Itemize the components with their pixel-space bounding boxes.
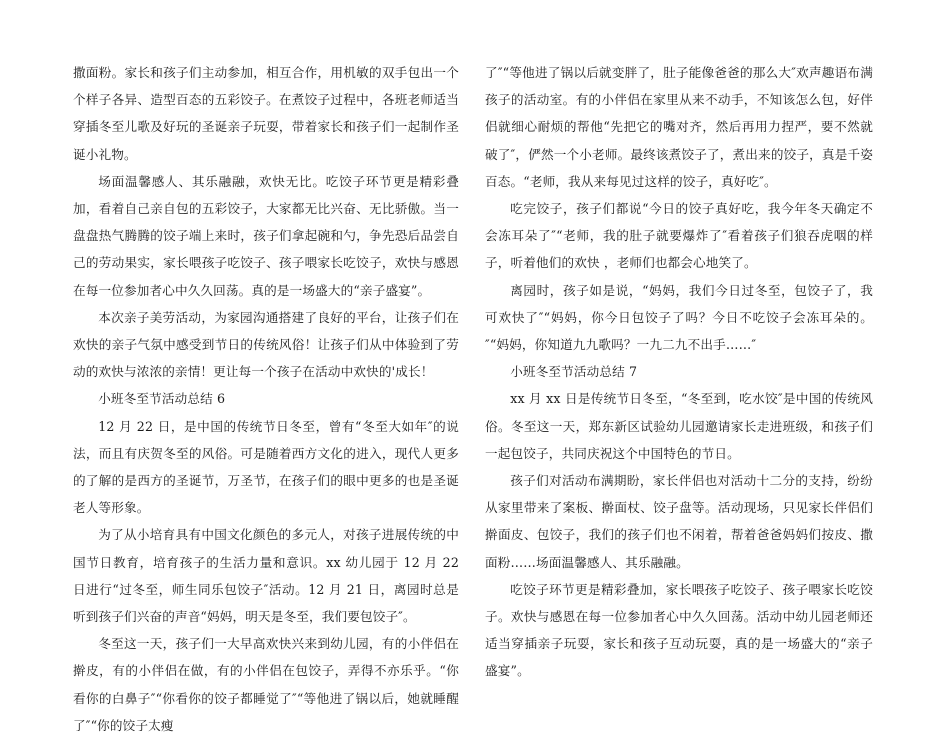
left-column [73,59,459,739]
paragraph: 场面温馨感人、其乐融融，欢快无比。吃饺子环节更是精彩叠加，看着自己亲自包的五彩饺子，大家都无比兴奋、无比骄傲。当一盘盘热气腾腾的饺子端上来时，孩子们拿起碗和勺，争先恐后品尝自己的劳动果实，家长喂孩子吃饺子、孩子喂家长吃饺子，欢快与感恩在每一位参加者心中久久回荡。真的是一场盛大的“亲子盛宴”。 [73,173,459,298]
paragraph-continued: 了″“等他进了锅以后就变胖了，肚子能像爸爸的那么大″欢声趣语布满孩子的活动室。有的小伴侣在家里从来不动手，不知该怎么包，好伴侣就细心耐烦的帮他“先把它的嘴对齐，然后再用力捏严，要不然就破了″，俨然一个小老师。最终该煮饺子了，煮出来的饺子，真是千姿百态。“老师，我从来每见过这样的饺子，真好吃″。 [485,65,873,189]
paragraph: xx 月 xx 日是传统节日冬至，“冬至到，吃水饺″是中国的传统风俗。冬至这一天，郑东新区试验幼儿园邀请家长走进班级，和孩子们一起包饺子，共同庆祝这个中国特色的节日。 [485,391,873,461]
right-column [485,59,873,685]
paragraph: 吃完饺子，孩子们都说“今日的饺子真好吃，我今年冬天确定不会冻耳朵了″“老师，我的肚子就要爆炸了″看着孩子们狼吞虎咽的样子，听着他们的欢快 ，老师们也都会心地笑了。 [485,201,873,271]
paragraph: 冬至这一天，孩子们一大早高欢快兴来到幼儿园，有的小伴侣在擀皮，有的小伴侣在做，有的小伴侣在包饺子，弄得不亦乐乎。“你看你的白鼻子″“你看你的饺子都睡觉了″“等他进了锅以后，她就睡醒了″“你的饺子太瘦 [73,636,459,733]
paragraph: 为了从小培育具有中国文化颜色的多元人，对孩子进展传统的中国节日教育，培育孩子的生活力量和意识。xx 幼儿园于 12 月 22 日进行“过冬至，师生同乐包饺子″活动。12 月 21 日，离园时总是听到孩子们兴奋的声音“妈妈，明天是冬至，我们要包饺子″。 [73,527,459,625]
paragraph: 吃饺子环节更是精彩叠加，家长喂孩子吃饺子、孩子喂家长吃饺子。欢快与感恩在每一位参加者心中久久回荡。活动中幼儿园老师还适当穿插亲子玩耍，家长和孩子互动玩耍，真的是一场盛大的“亲子盛宴”。 [485,581,873,679]
paragraph: 孩子们对活动布满期盼，家长伴侣也对活动十二分的支持，纷纷从家里带来了案板、擀面杖、饺子盘等。活动现场，只见家长伴侣们擀面皮、包饺子，我们的孩子们也不闲着，帮着爸爸妈妈们按皮、撒面粉……场面温馨感人、其乐融融。 [485,473,873,570]
paragraph: 本次亲子美劳活动，为家园沟通搭建了良好的平台，让孩子们在欢快的亲子气氛中感受到节日的传统风俗！让孩子们从中体验到了劳动的欢快与浓浓的亲情！更让每一个孩子在活动中欢快的'成长！ [73,309,459,380]
section-heading: 小班冬至节活动总结 7 [510,364,638,380]
paragraph: 12 月 22 日，是中国的传统节日冬至，曾有“冬至大如年″的说法，而且有庆贺冬至的风俗。可是随着西方文化的进入，现代人更多的了解的是西方的圣诞节，万圣节，在孩子们的眼中更多的也是圣诞老人等形象。 [73,418,459,516]
paragraph-continued: 撒面粉。家长和孩子们主动参加，相互合作，用机敏的双手包出一个个样子各异、造型百态的五彩饺子。在煮饺子过程中，各班老师适当穿插冬至儿歌及好玩的圣诞亲子玩耍，带着家长和孩子们一起制作圣诞小礼物。 [73,65,459,162]
section-heading: 小班冬至节活动总结 6 [98,391,226,407]
paragraph: 离园时，孩子如是说，“妈妈，我们今日过冬至，包饺子了，我可欢快了″“妈妈，你今日包饺子了吗？今日不吃饺子会冻耳朵的。″“妈妈，你知道九九歌吗？一九二九不出手……″ [485,282,873,353]
